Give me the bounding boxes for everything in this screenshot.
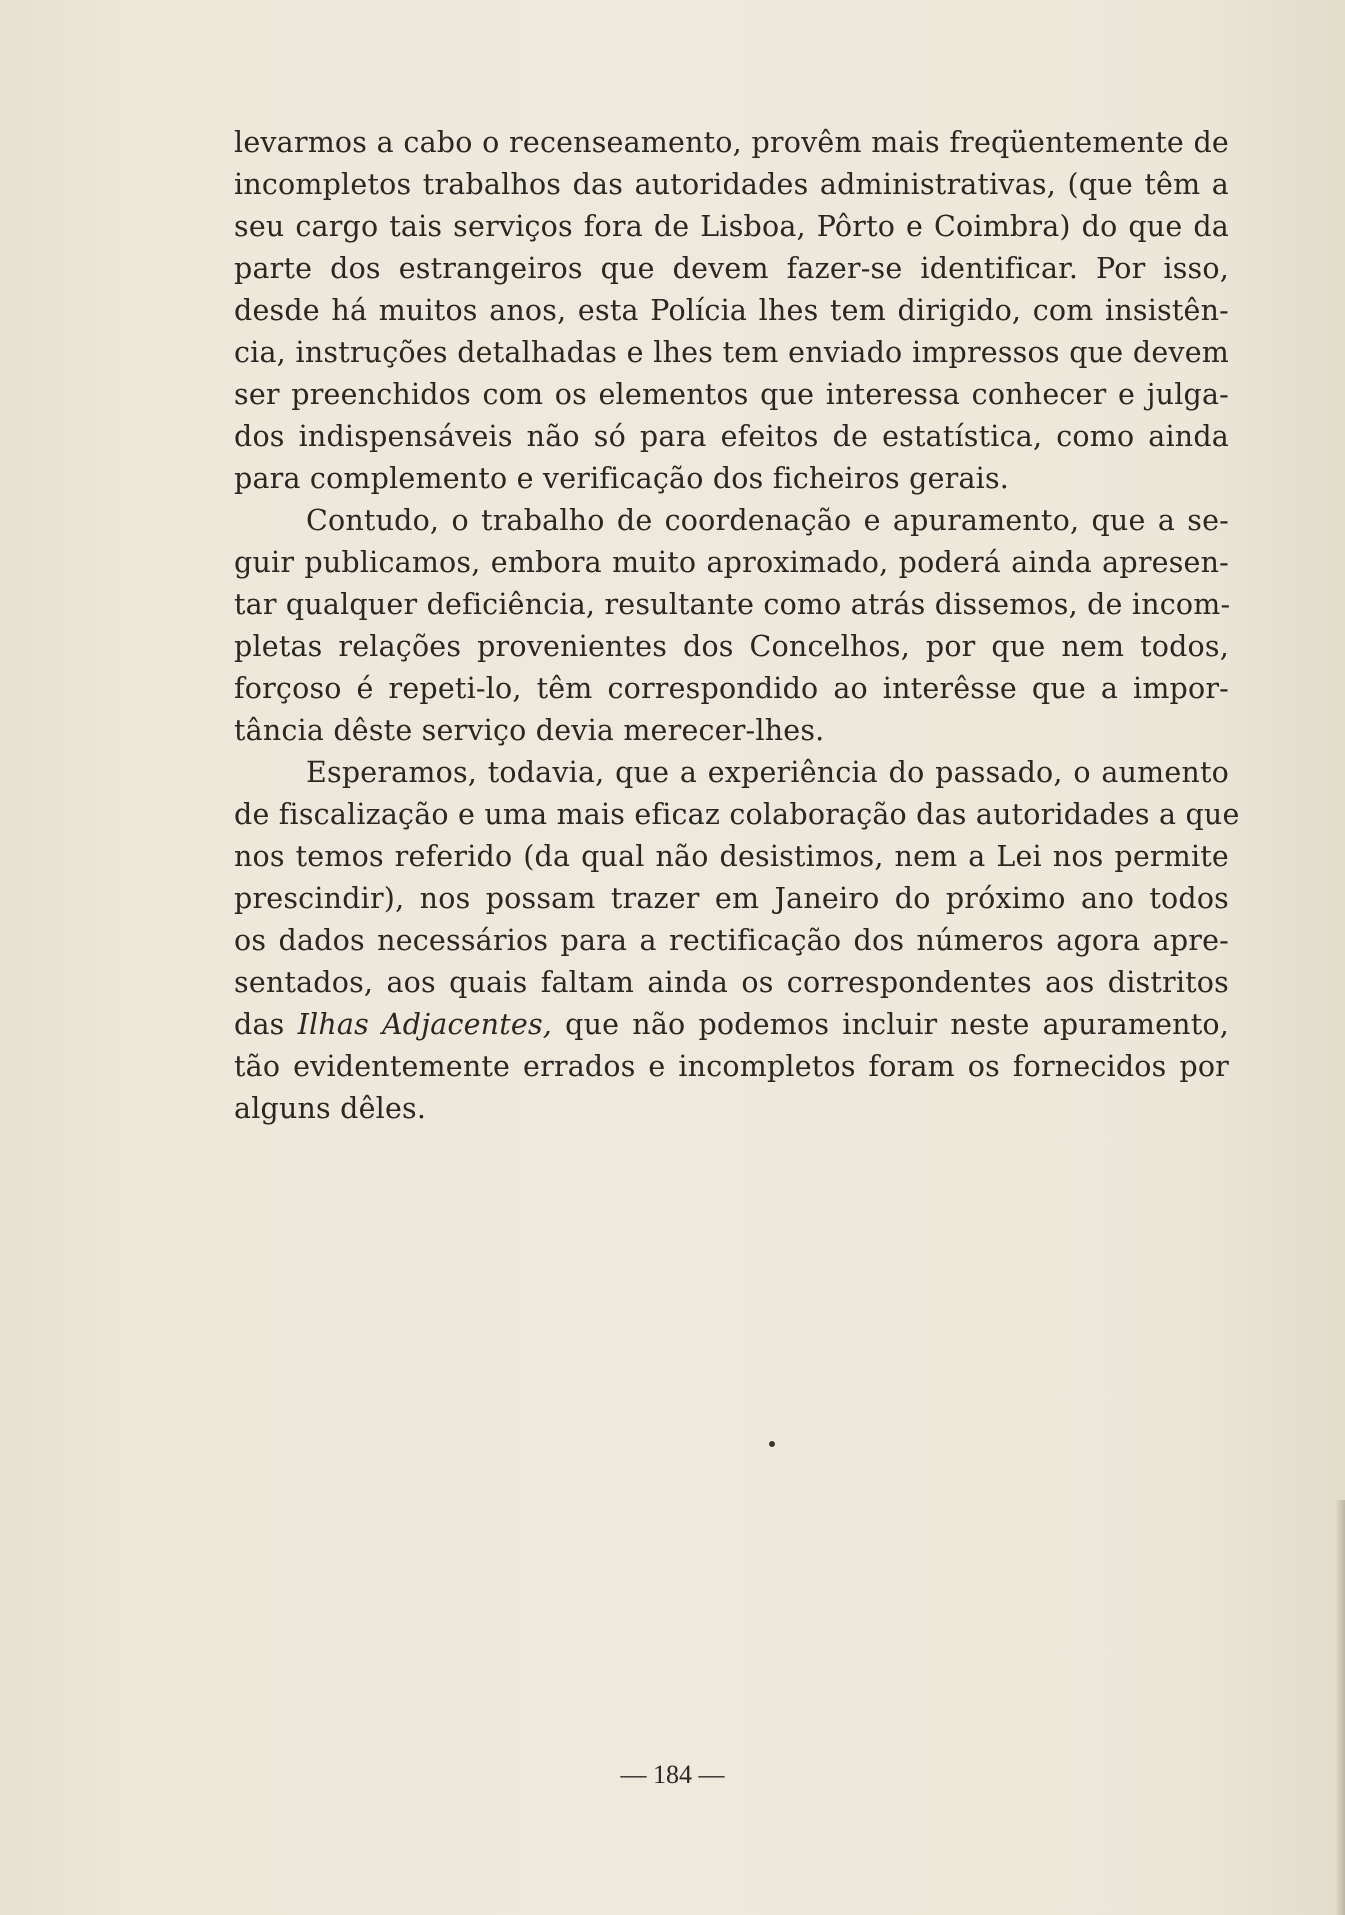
text-line: desde há muitos anos, esta Polícia lhes tem dirigido, com insistên-: [234, 294, 1229, 327]
text-line: alguns dêles.: [234, 1092, 427, 1125]
page-number: — 184 —: [620, 1760, 725, 1789]
text-line: Contudo, o trabalho de coordenação e apuramento, que a se-: [306, 504, 1229, 537]
text-line: [234, 1004, 1229, 1046]
italic-place-name: Ilhas Adjacentes,: [297, 1008, 553, 1041]
text-line: nos temos referido (da qual não desistimos, nem a Lei nos permite: [234, 840, 1229, 873]
text-line: tância dêste serviço devia merecer-lhes.: [234, 714, 825, 747]
ink-speck: [769, 1441, 775, 1447]
text-line: seu cargo tais serviços fora de Lisboa, Pôrto e Coimbra) do que da: [234, 210, 1229, 243]
text-line: dos indispensáveis não só para efeitos de estatística, como ainda: [234, 420, 1229, 453]
paragraph-3: [234, 752, 1240, 1130]
text-line: parte dos estrangeiros que devem fazer-se identificar. Por isso,: [234, 252, 1229, 285]
text-line: para complemento e verificação dos ficheiros gerais.: [234, 462, 1010, 495]
text-line: incompletos trabalhos das autoridades administrativas, (que têm a: [234, 168, 1229, 201]
text-fragment: das: [234, 1008, 298, 1041]
text-line: tão evidentemente errados e incompletos foram os fornecidos por: [234, 1050, 1229, 1083]
text-line: levarmos a cabo o recenseamento, provêm mais freqüentemente de: [234, 126, 1229, 159]
text-line: guir publicamos, embora muito aproximado, poderá ainda apresen-: [234, 546, 1229, 579]
text-line: forçoso é repeti-lo, têm correspondido ao interêsse que a impor-: [234, 672, 1229, 705]
paragraph-1: [234, 122, 1229, 500]
text-line: os dados necessários para a rectificação dos números agora apre-: [234, 924, 1229, 957]
text-line: Esperamos, todavia, que a experiência do passado, o aumento: [306, 756, 1229, 789]
text-line: pletas relações provenientes dos Concelhos, por que nem todos,: [234, 630, 1229, 663]
text-line: de fiscalização e uma mais eficaz colaboração das autoridades a que: [234, 798, 1240, 831]
text-line: sentados, aos quais faltam ainda os correspondentes aos distritos: [234, 966, 1229, 999]
text-line: cia, instruções detalhadas e lhes tem enviado impressos que devem: [234, 336, 1229, 369]
body-text: [234, 122, 1240, 1130]
text-line: prescindir), nos possam trazer em Janeiro do próximo ano todos: [234, 882, 1229, 915]
paragraph-2: [234, 500, 1229, 752]
text-line: ser preenchidos com os elementos que interessa conhecer e julga-: [234, 378, 1229, 411]
text-fragment: que não podemos incluir neste apuramento,: [552, 1008, 1229, 1041]
page-edge-shadow: [1335, 1500, 1345, 1915]
text-line: tar qualquer deficiência, resultante como atrás dissemos, de incom-: [234, 588, 1231, 621]
